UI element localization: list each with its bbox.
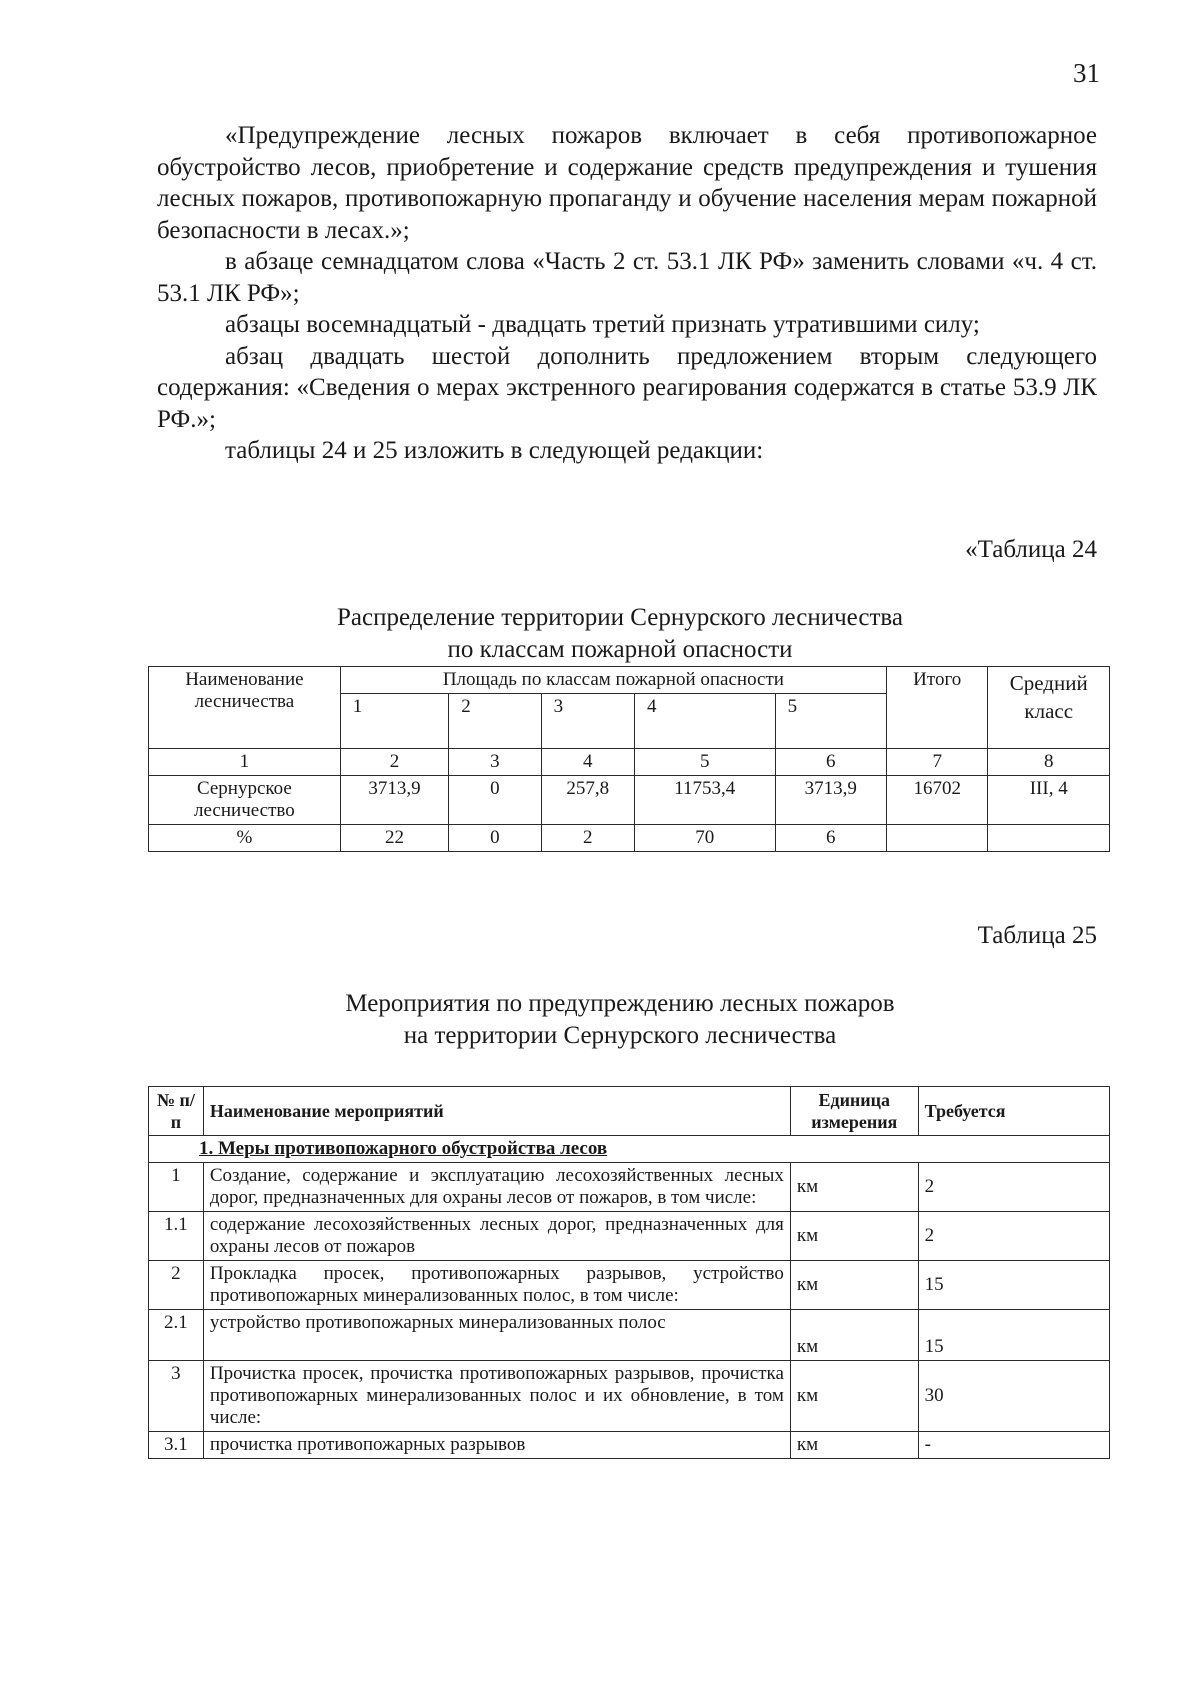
t24-cell: III, 4 [988,776,1110,825]
t25-row-num: 2.1 [149,1310,204,1361]
t24-row-name: % [149,825,341,852]
t25-header-name: Наименование мероприятий [203,1087,790,1136]
t25-section-label: 1. Меры противопожарного обустройства лесов [199,1138,608,1159]
t25-row-unit: км [790,1310,918,1361]
t25-row-name: Прокладка просек, противопожарных разрывов, устройство противопожарных минерализованных полос, в том числе: [203,1261,790,1310]
t24-cell: 11753,4 [634,776,775,825]
t24-header-area-group: Площадь по классам пожарной опасности [340,667,886,694]
table24-label: «Таблица 24 [965,536,1097,563]
t24-cell [887,825,988,852]
paragraph: в абзаце семнадцатом слова «Часть 2 ст. 53.1 ЛК РФ» заменить словами «ч. 4 ст. 53.1 ЛК РФ»; [157,248,1097,307]
t24-cell: 6 [775,825,886,852]
t25-row-num: 1.1 [149,1212,204,1261]
t24-cell: 3713,9 [340,776,448,825]
t25-header-required: Требуется [918,1087,1109,1136]
body-text [157,120,1097,467]
t25-row-name: Прочистка просек, прочистка противопожарных разрывов, прочистка противопожарных минерализованных полос и их обновление, в том числе: [203,1361,790,1432]
t24-header-class: 4 [634,694,775,749]
t25-row-name: Создание, содержание и эксплуатацию лесохозяйственных лесных дорог, предназначенных для охраны лесов от пожаров, в том числе: [203,1163,790,1212]
table25-caption-line2: на территории Сернурского лесничества [403,1022,837,1049]
t25-row-unit: км [790,1261,918,1310]
t24-col-number: 6 [775,749,886,776]
table25 [148,1086,1110,1459]
t25-row-unit: км [790,1163,918,1212]
t24-header-class: 2 [449,694,541,749]
t25-row-required: 2 [918,1212,1109,1261]
t24-col-number: 5 [634,749,775,776]
table25-caption-line1: Мероприятия по предупреждению лесных пожаров [345,990,895,1017]
t24-header-class: 1 [340,694,448,749]
t24-cell: 16702 [887,776,988,825]
t24-cell: 0 [449,825,541,852]
t24-cell: 70 [634,825,775,852]
t25-row-name: устройство противопожарных минерализованных полос [203,1310,790,1361]
paragraph: абзац двадцать шестой дополнить предложением вторым следующего содержания: «Сведения о мерах экстренного реагирования содержатся в статье 53.9 ЛК РФ.»; [157,342,1097,433]
t25-section-title [149,1136,1110,1163]
t24-col-number: 1 [149,749,341,776]
t24-col-number: 3 [449,749,541,776]
t24-col-number: 2 [340,749,448,776]
t25-row-unit: км [790,1432,918,1459]
t24-col-number: 8 [988,749,1110,776]
t25-row-unit: км [790,1212,918,1261]
t25-row-required: 15 [918,1310,1109,1361]
t25-row-unit: км [790,1361,918,1432]
paragraph: таблицы 24 и 25 изложить в следующей редакции: [225,437,764,464]
t24-cell [988,825,1110,852]
t25-row-required: 2 [918,1163,1109,1212]
table-row [149,1432,1110,1459]
t24-numbering-row [149,749,1110,776]
t24-header-class: 3 [541,694,634,749]
page-number: 31 [1073,58,1100,88]
table25-label: Таблица 25 [977,922,1097,949]
t25-row-num: 2 [149,1261,204,1310]
table-row [149,1163,1110,1212]
table24 [148,666,1110,852]
table-row [149,1212,1110,1261]
t24-header-avg-class: Средний класс [988,667,1110,749]
t25-row-required: 15 [918,1261,1109,1310]
t25-row-num: 3.1 [149,1432,204,1459]
table-row [149,825,1110,852]
t25-row-num: 3 [149,1361,204,1432]
table-row [149,1361,1110,1432]
table-row [149,1261,1110,1310]
table24-caption [140,602,1100,666]
table24-caption-line1: Распределение территории Сернурского лесничества [337,604,903,631]
table25-caption [140,988,1100,1052]
t25-header-unit: Единица измерения [790,1087,918,1136]
paragraph: «Предупреждение лесных пожаров включает в себя противопожарное обустройство лесов, приобретение и содержание средств предупреждения и тушения лесных пожаров, противопожарную пропаганду и обучение населения мерам пожарной безопасности в лесах.»; [157,122,1097,244]
t25-row-required: - [918,1432,1109,1459]
t24-cell: 22 [340,825,448,852]
t24-cell: 3713,9 [775,776,886,825]
t25-header-num: № п/п [149,1087,204,1136]
t24-header-class: 5 [775,694,886,749]
t24-col-number: 4 [541,749,634,776]
t24-header-total: Итого [887,667,988,749]
table-row [149,1310,1110,1361]
t24-cell: 0 [449,776,541,825]
t25-row-num: 1 [149,1163,204,1212]
t25-row-name: прочистка противопожарных разрывов [203,1432,790,1459]
t25-row-required: 30 [918,1361,1109,1432]
t24-cell: 2 [541,825,634,852]
t24-col-number: 7 [887,749,988,776]
table24-caption-line2: по классам пожарной опасности [447,636,793,663]
t24-header-name: Наименование лесничества [149,667,341,749]
table-row [149,776,1110,825]
paragraph: абзацы восемнадцатый - двадцать третий признать утратившими силу; [225,311,980,338]
t24-cell: 257,8 [541,776,634,825]
t24-row-name: Сернурское лесничество [149,776,341,825]
t25-row-name: содержание лесохозяйственных лесных дорог, предназначенных для охраны лесов от пожаров [203,1212,790,1261]
